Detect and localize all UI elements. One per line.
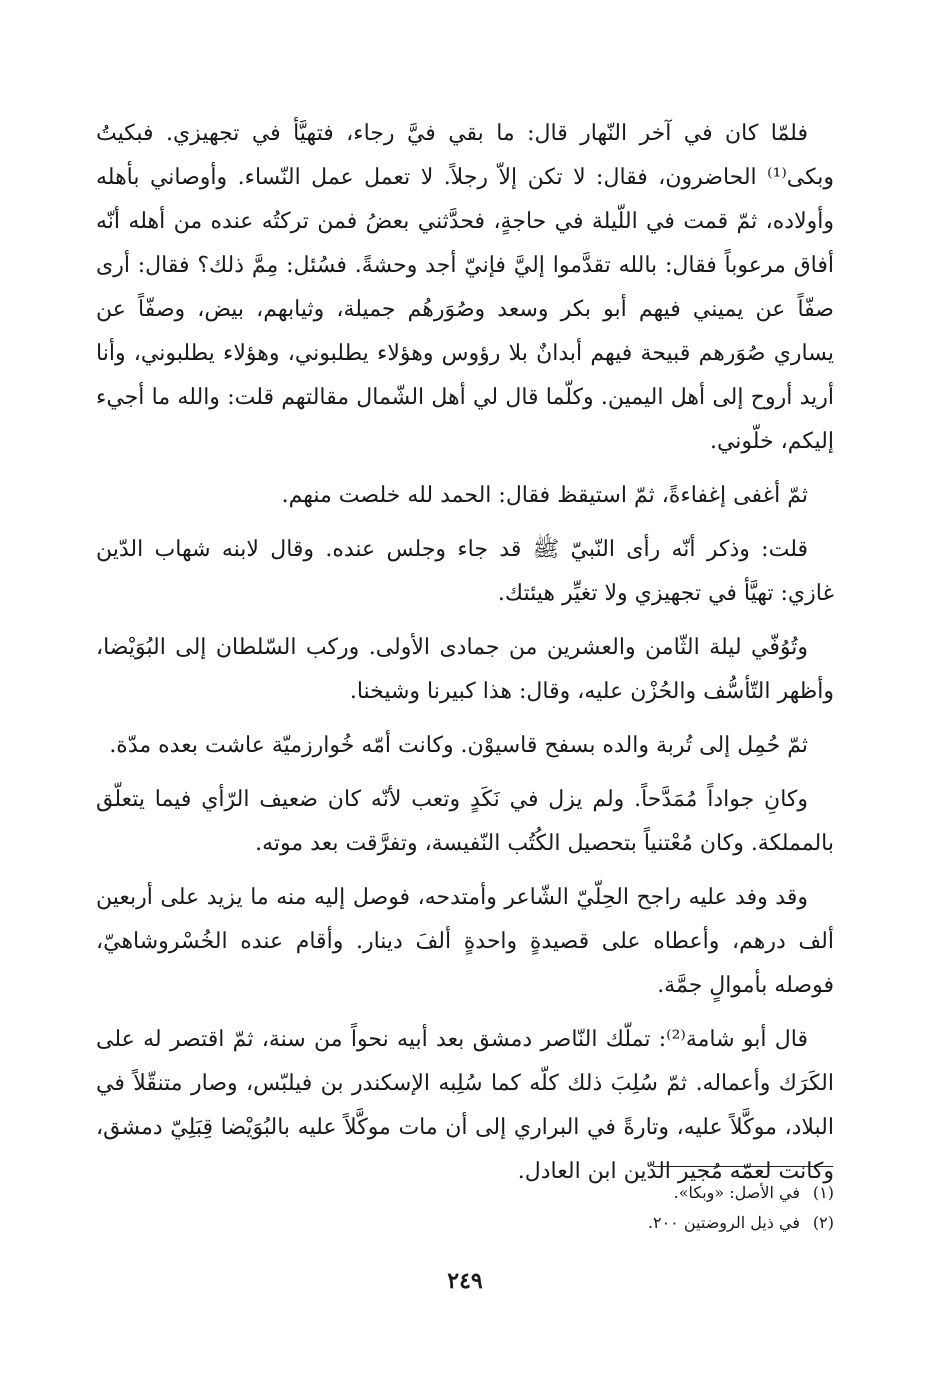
footnote-text: في ذيل الروضتين ٢٠٠. [647,1213,800,1232]
paragraph: ثمّ حُمِل إلى تُربة والده بسفح قاسيوْن. وكانت أمّه خُوارزميّة عاشت بعده مدّة. [109,733,808,758]
footnote-divider [653,1166,833,1167]
footnote [234,1208,834,1238]
footnotes [234,1178,834,1238]
page-number: ٢٤٩ [447,1268,483,1294]
paragraph: قال أبو شامة⁽²⁾: تملّك النّاصر دمشق بعد أبيه نحواً من سنة، ثمّ اقتصر له على الكَرَك وأعماله. ثمّ سُلِبَ ذلك كلّه كما سُلِبه الإسكندر بن فيلبّس، وصار متنقّلاً في البلاد، موكَّلاً عليه، وتارةً في البراري إلى أن مات موكَّلاً عليه بالبُوَيْضا قِبَلِيّ دمشق، وكانت لعمّه مُجير الدّين ابن العادل. [96,1027,834,1184]
paragraph: وكانِ جواداً مُمَدَّحاً. ولم يزل في نَكَدٍ وتعب لأنّه كان ضعيف الرّأي فيما يتعلّق بالمملكة. وكان مُعْتنياً بتحصيل الكُتُب النّفيسة، وتفرَّقت بعد موته. [96,787,834,856]
paragraph: وتُوُفّي ليلة الثّامن والعشرين من جمادى الأولى. وركب السّلطان إلى البُوَيْضا، وأظهر التّأسُّف والحُزْن عليه، وقال: هذا كبيرنا وشيخنا. [96,635,834,704]
footnote-number: (٢) [812,1213,834,1232]
footnote-number: (١) [812,1183,834,1202]
paragraph: قلت: وذكر أنّه رأى النّبيّ ﷺ قد جاء وجلس عنده. وقال لابنه شهاب الدّين غازي: تهيَّأ في تجهيزي ولا تغيِّر هيئتك. [96,537,834,606]
paragraph: ثمّ أغفى إغفاءةً، ثمّ استيقظ فقال: الحمد لله خلصت منهم. [281,483,808,508]
footnote [234,1178,834,1208]
footnote-text: في الأصل: «وبكا». [673,1183,800,1202]
paragraph: فلمّا كان في آخر النّهار قال: ما بقي فيَّ رجاء، فتهيَّأ في تجهيزي. فبكيتُ وبكى⁽¹⁾ الحاضرون، فقال: لا تكن إلاّ رجلاً. لا تعمل عمل النّساء. وأوصاني بأهله وأولاده، ثمّ قمت في اللّيلة في حاجةٍ، فحدَّثني بعضُ فمن تركتُه عنده من أهله أنّه أفاق مرعوباً فقال: بالله تقدَّموا إليَّ فإنيّ أجد وحشةً. فسُئل: مِمَّ ذلك؟ فقال: أرى صفّاً عن يميني فيهم أبو بكر وسعد وصُوَرهُم جميلة، وثيابهم، بيض، وصفّاً عن يساري صُوَرهم قبيحة فيهم أبدانٌ بلا رؤوس وهؤلاء يطلبوني، وهؤلاء يطلبوني، وأنا أريد أروح إلى أهل اليمين. وكلّما قال لي أهل الشّمال مقالتهم قلت: والله ما أجيء إليكم، خلّوني. [96,121,834,454]
main-text [96,112,834,1204]
paragraph: وقد وفد عليه راجح الحِلّيّ الشّاعر وأمتدحه، فوصل إليه منه ما يزيد على أربعين ألف درهم، وأعطاه على قصيدةٍ واحدةٍ ألفَ دينار. وأقام عنده الخُسْروشاهيّ، فوصله بأموالٍ جمَّة. [96,885,834,998]
